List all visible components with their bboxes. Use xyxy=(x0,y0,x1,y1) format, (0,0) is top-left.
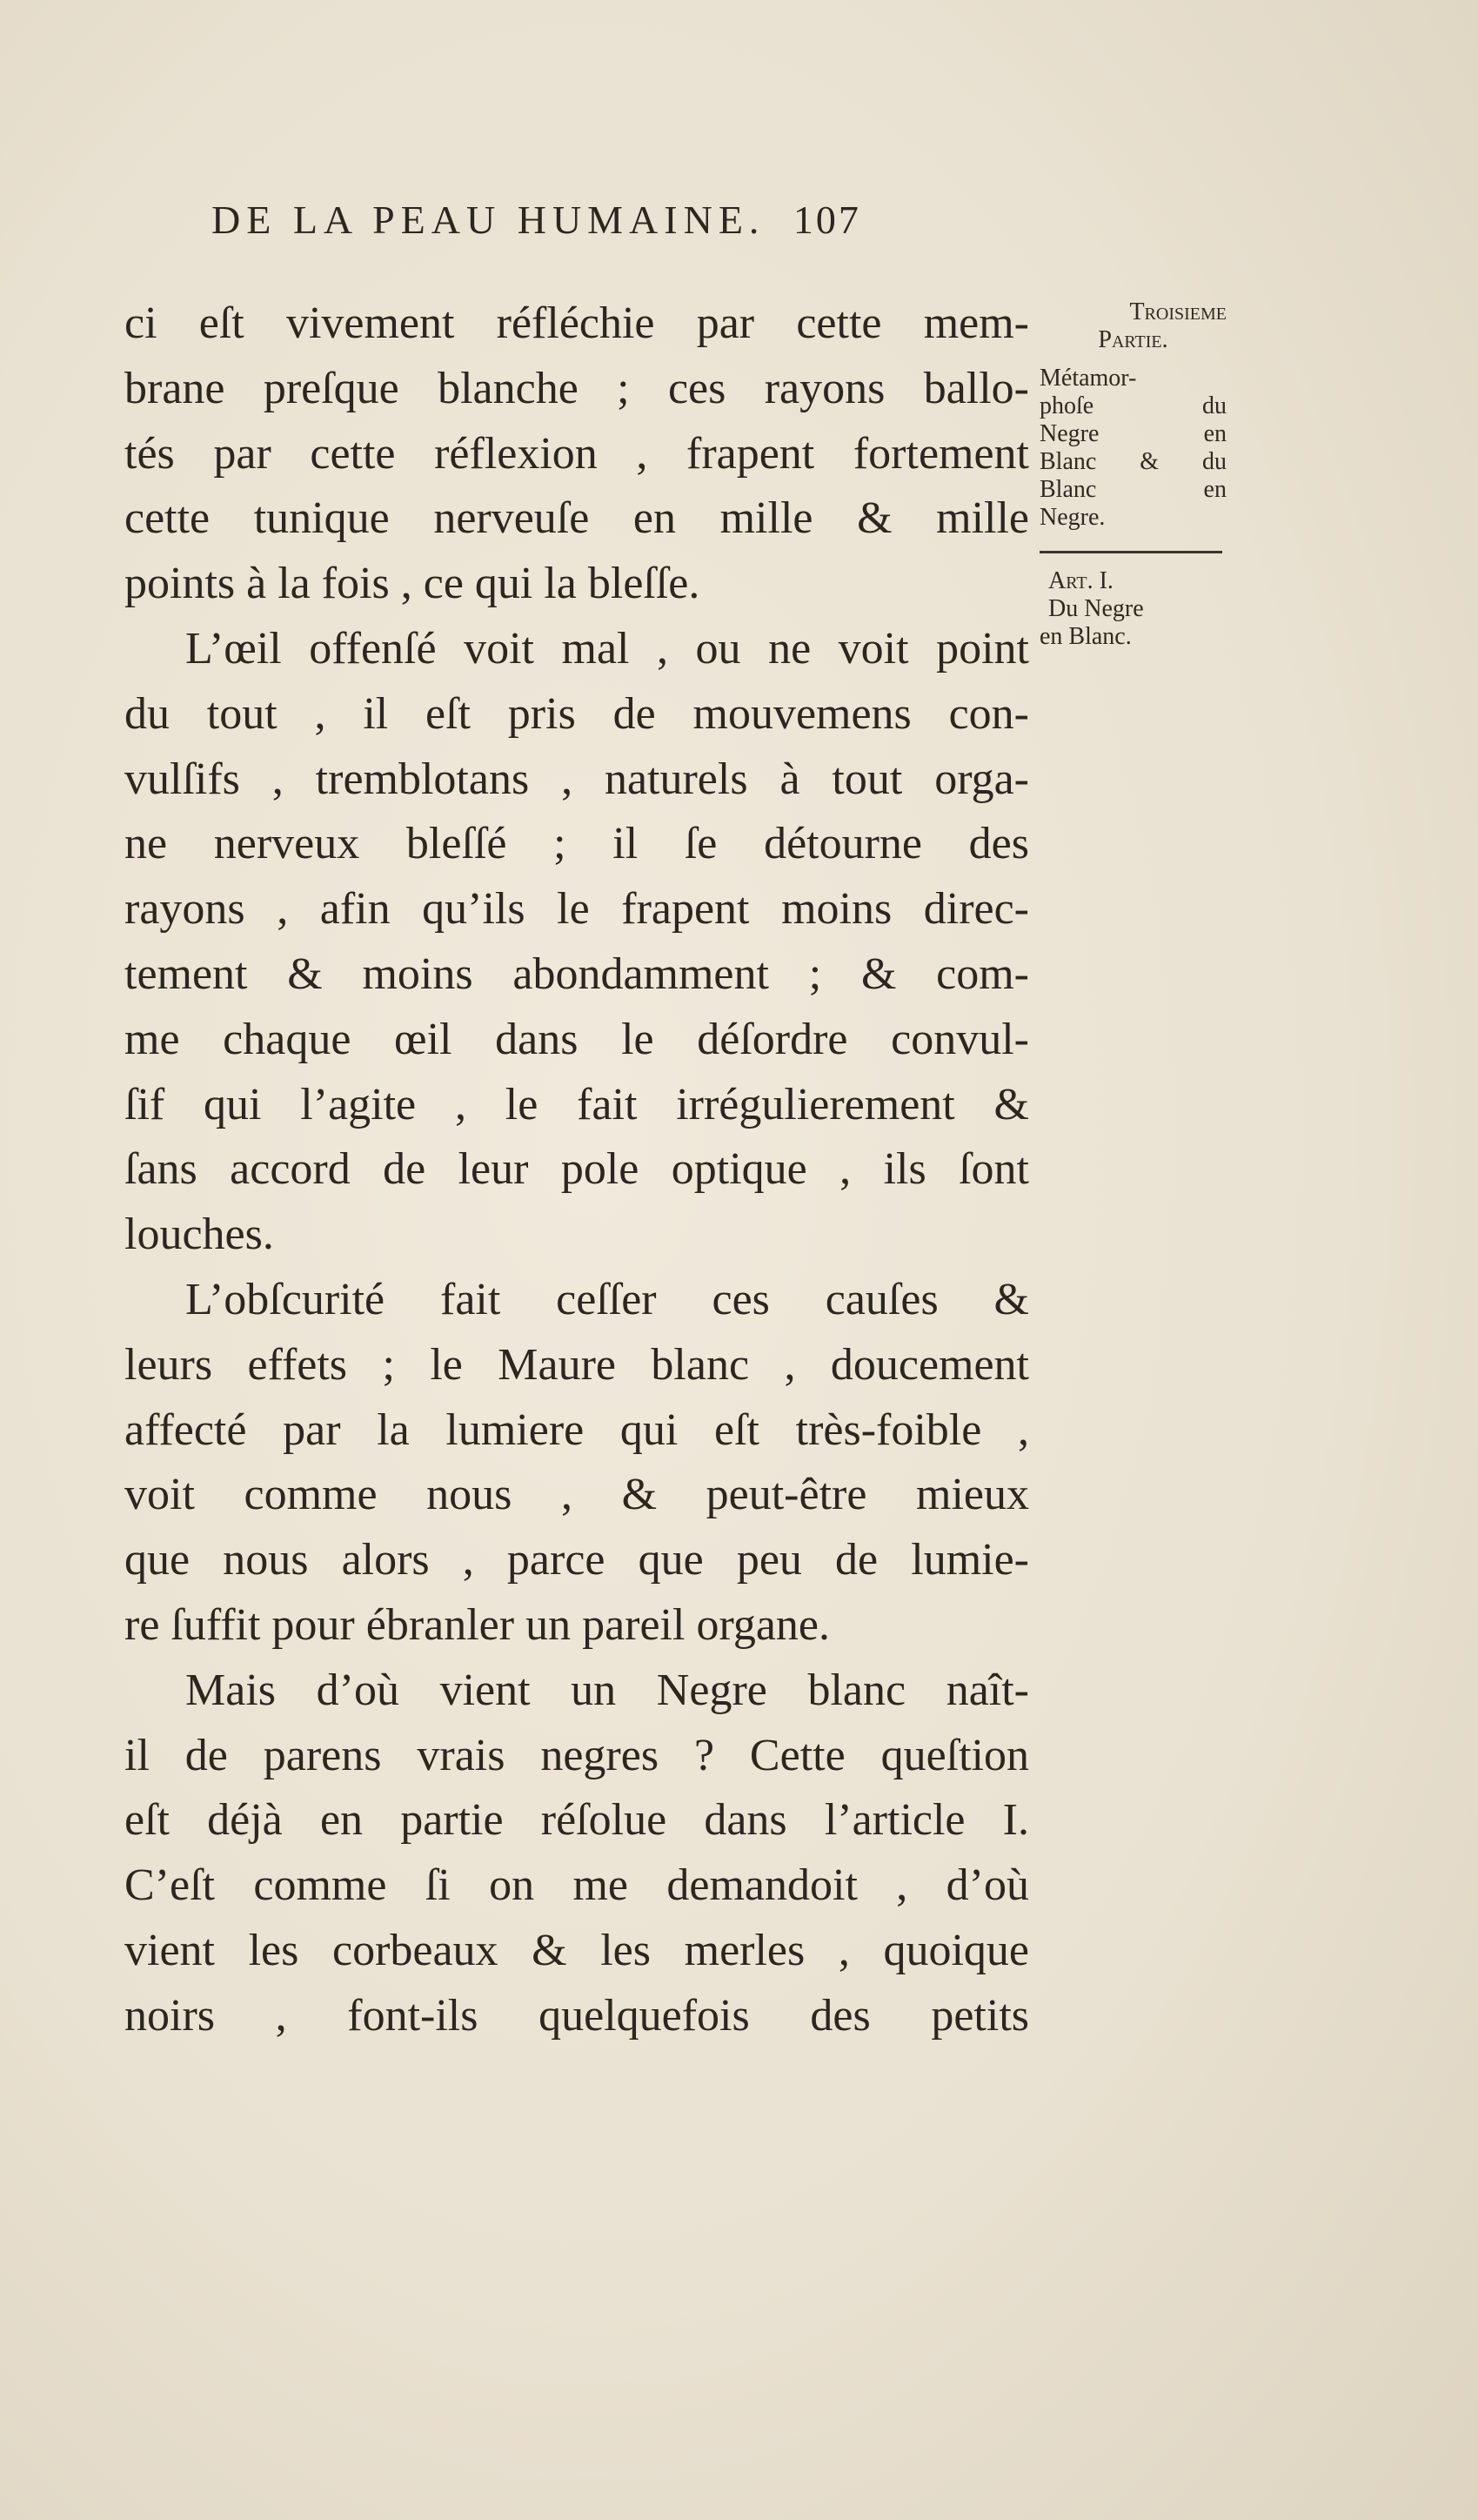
text-line: voit comme nous , & peut-être mieux xyxy=(124,1470,1029,1520)
margin-topic-line: Métamor- xyxy=(1040,365,1137,392)
margin-topic-line: Blanc en xyxy=(1040,476,1227,503)
text-line: eſt déjà en partie réſolue dans l’article I. xyxy=(124,1795,1029,1846)
text-line: Mais d’où vient un Negre blanc naît- xyxy=(185,1665,1029,1715)
text-line: brane preſque blanche ; ces rayons ballo- xyxy=(124,363,1029,413)
text-line: C’eſt comme ſi on me demandoit , d’où xyxy=(124,1860,1029,1911)
margin-section-line: Partie. xyxy=(1098,326,1168,353)
margin-topic-line: Negre en xyxy=(1040,420,1227,447)
text-line: ne nerveux bleſſé ; il ſe détourne des xyxy=(124,819,1029,869)
text-line: que nous alors , parce que peu de lumie- xyxy=(124,1535,1029,1585)
text-line: L’œil offenſé voit mal , ou ne voit point xyxy=(185,623,1029,674)
running-title: DE LA PEAU HUMAINE. xyxy=(211,198,766,242)
margin-notes xyxy=(1040,298,1227,651)
text-line: me chaque œil dans le déſordre convul- xyxy=(124,1014,1029,1064)
margin-topic-line: phoſe du xyxy=(1040,392,1227,419)
text-line: re ſuffit pour ébranler un pareil organe. xyxy=(124,1599,830,1650)
main-text-block xyxy=(124,292,1029,2049)
text-line: ſans accord de leur pole optique , ils ſont xyxy=(124,1144,1029,1195)
text-line: du tout , il eſt pris de mouvemens con- xyxy=(124,688,1029,739)
text-line: tés par cette réflexion , frapent fortement xyxy=(124,428,1029,479)
margin-topic-line: Negre. xyxy=(1040,504,1106,531)
text-line: affecté par la lumiere qui eſt très-foible , xyxy=(124,1404,1029,1455)
text-line: louches. xyxy=(124,1210,274,1260)
text-line: points à la fois , ce qui la bleſſe. xyxy=(124,559,700,609)
margin-article-line: Art. I. xyxy=(1048,567,1114,594)
text-line: ſif qui l’agite , le fait irrégulierement & xyxy=(124,1079,1029,1129)
margin-rule xyxy=(1040,551,1222,553)
running-header xyxy=(211,197,1029,243)
text-line: tement & moins abondamment ; & com- xyxy=(124,948,1029,999)
margin-article-line: Du Negre xyxy=(1048,595,1144,622)
page-number: 107 xyxy=(793,198,861,242)
text-line: L’obſcurité fait ceſſer ces cauſes & xyxy=(185,1274,1029,1324)
text-line: cette tunique nerveuſe en mille & mille xyxy=(124,493,1029,544)
text-line: rayons , afin qu’ils le frapent moins direc- xyxy=(124,884,1029,935)
text-line: leurs effets ; le Maure blanc , doucement xyxy=(124,1339,1029,1390)
margin-topic-line: Blanc & du xyxy=(1040,448,1227,475)
margin-article-line: en Blanc. xyxy=(1040,623,1132,650)
text-line: vient les corbeaux & les merles , quoique xyxy=(124,1925,1029,1975)
text-line: vulſifs , tremblotans , naturels à tout orga- xyxy=(124,754,1029,804)
margin-section-line: Troisieme xyxy=(1129,298,1227,325)
text-line: il de parens vrais negres ? Cette queſtion xyxy=(124,1730,1029,1780)
text-line: ci eſt vivement réfléchie par cette mem- xyxy=(124,298,1029,348)
text-line: noirs , font-ils quelquefois des petits xyxy=(124,1990,1029,2041)
